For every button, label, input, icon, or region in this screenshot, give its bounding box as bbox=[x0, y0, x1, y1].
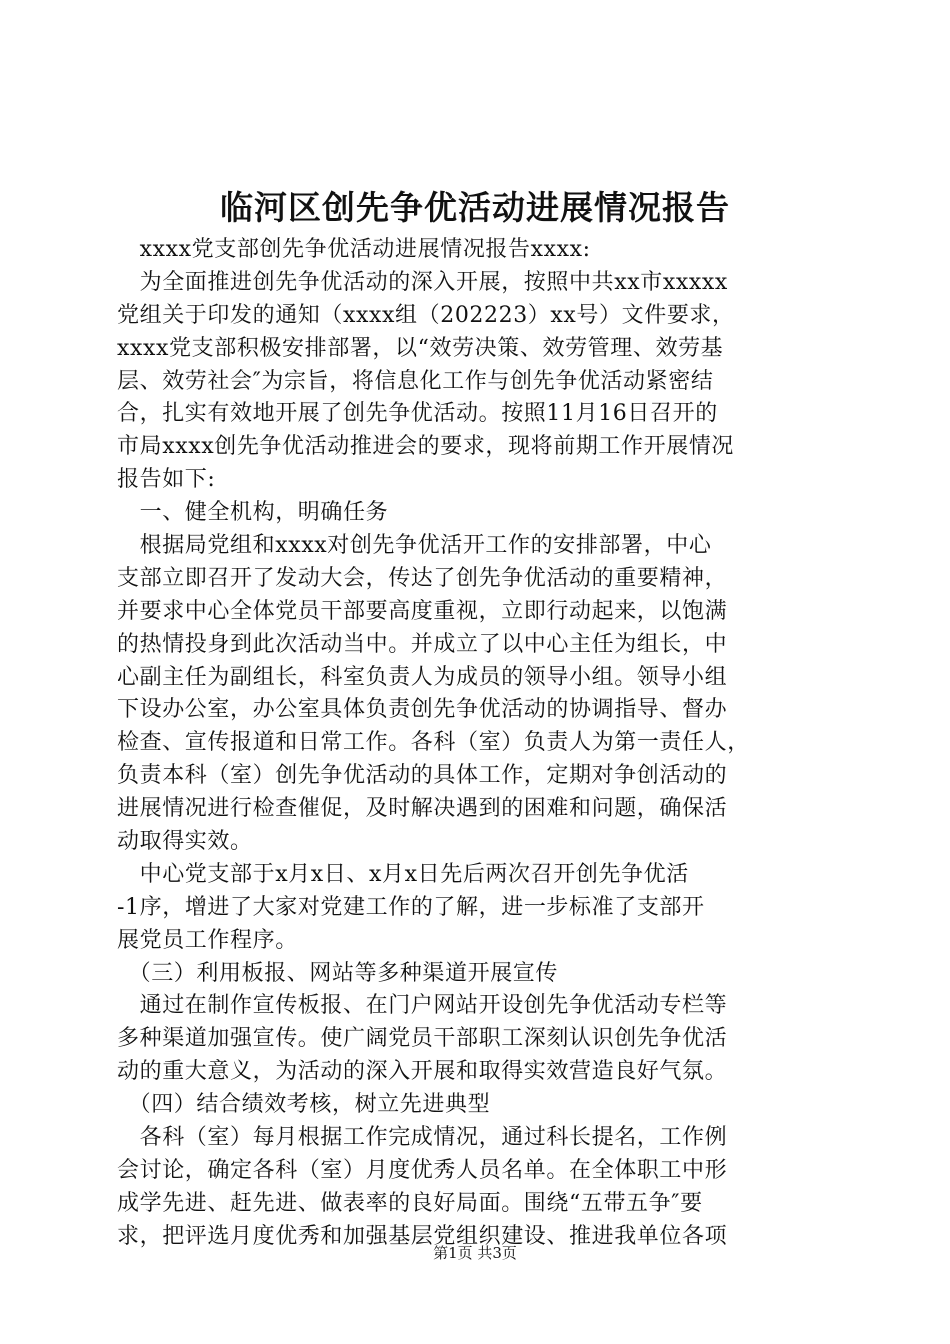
section-heading: （四）结合绩效考核，树立先进典型 bbox=[117, 1092, 491, 1118]
text-line: 报告如下: bbox=[117, 467, 216, 493]
document-body bbox=[117, 234, 837, 1254]
page-footer: 第1页 共3页 bbox=[433, 1244, 517, 1262]
section-heading: 一、健全机构，明确任务 bbox=[117, 500, 389, 526]
text-line: 为全面推进创先争优活动的深入开展，按照中共xx市xxxxx bbox=[117, 269, 728, 295]
text-line: 并要求中心全体党员干部要高度重视，立即行动起来，以饱满 bbox=[117, 598, 728, 624]
text-line: 负责本科（室）创先争优活动的具体工作，定期对争创活动的 bbox=[117, 763, 728, 789]
text-line: 层、效劳社会″为宗旨，将信息化工作与创先争优活动紧密结 bbox=[117, 368, 714, 394]
text-line: 的热情投身到此次活动当中。并成立了以中心主任为组长，中 bbox=[117, 631, 728, 657]
text-line: 多种渠道加强宣传。使广阔党员干部职工深刻认识创先争优活 bbox=[117, 1026, 728, 1052]
text-line: 会讨论，确定各科（室）月度优秀人员名单。在全体职工中形 bbox=[117, 1157, 728, 1183]
text-line: 通过在制作宣传板报、在门户网站开设创先争优活动专栏等 bbox=[117, 993, 728, 1019]
text-line: -1序，增进了大家对党建工作的了解，进一步标准了支部开 bbox=[117, 894, 705, 920]
text-line: 进展情况进行检查催促，及时解决遇到的困难和问题，确保活 bbox=[117, 796, 728, 822]
document-title: 临河区创先争优活动进展情况报告 bbox=[220, 188, 730, 227]
section-heading: （三）利用板报、网站等多种渠道开展宣传 bbox=[117, 960, 559, 986]
text-line: 中心党支部于x月x日、x月x日先后两次召开创先争优活 bbox=[117, 861, 689, 887]
text-line: 动的重大意义，为活动的深入开展和取得实效营造良好气氛。 bbox=[117, 1059, 728, 1085]
text-line: 检查、宣传报道和日常工作。各科（室）负责人为第一责任人， bbox=[117, 730, 750, 756]
text-line: 党组关于印发的通知（xxxx组（202223）xx号）文件要求， bbox=[117, 302, 735, 328]
text-line: 动取得实效。 bbox=[117, 829, 253, 855]
text-line: xxxx党支部积极安排部署，以“效劳决策、效劳管理、效劳基 bbox=[117, 335, 724, 361]
text-line: 成学先进、赶先进、做表率的良好局面。围绕“五带五争″要 bbox=[117, 1190, 703, 1216]
text-line: 各科（室）每月根据工作完成情况，通过科长提名，工作例 bbox=[117, 1125, 728, 1151]
text-line: 心副主任为副组长，科室负责人为成员的领导小组。领导小组 bbox=[117, 664, 728, 690]
text-line: 展党员工作程序。 bbox=[117, 927, 298, 953]
text-line: 求，把评选月度优秀和加强基层党组织建设、推进我单位各项 bbox=[117, 1223, 728, 1249]
text-line: 支部立即召开了发动大会，传达了创先争优活动的重要精神， bbox=[117, 565, 728, 591]
text-line: 合，扎实有效地开展了创先争优活动。按照11月16日召开的 bbox=[117, 401, 718, 427]
text-line: 市局xxxx创先争优活动推进会的要求，现将前期工作开展情况 bbox=[117, 434, 735, 460]
text-line: xxxx党支部创先争优活动进展情况报告xxxx: bbox=[117, 237, 591, 262]
text-line: 根据局党组和xxxx对创先争优活开工作的安排部署，中心 bbox=[117, 533, 712, 559]
text-line: 下设办公室，办公室具体负责创先争优活动的协调指导、督办 bbox=[117, 697, 728, 723]
